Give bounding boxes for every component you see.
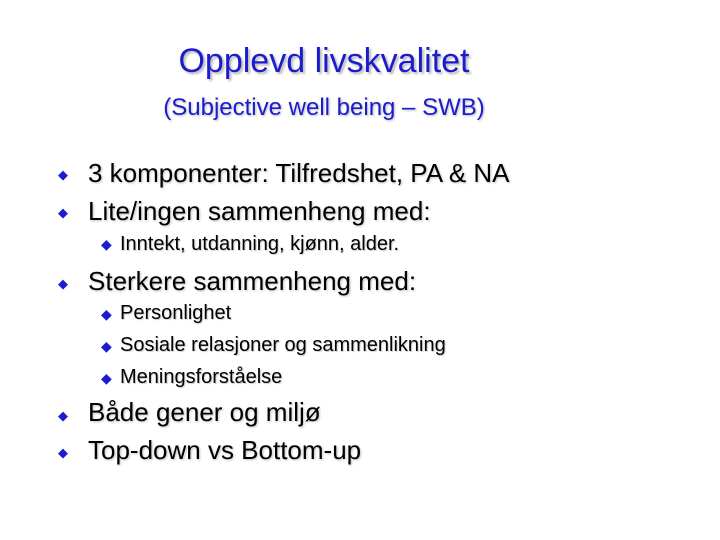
bullet-item: Sterkere sammenheng med: xyxy=(88,266,417,296)
bullet-item: Lite/ingen sammenheng med: xyxy=(88,196,431,226)
bullet-icon: ◆ xyxy=(58,408,68,423)
slide-title: Opplevd livskvalitet xyxy=(178,42,470,80)
bullet-item: Top-down vs Bottom-up xyxy=(88,435,362,465)
sub-bullet-icon: ◆ xyxy=(101,338,112,354)
bullet-icon: ◆ xyxy=(58,205,68,220)
sub-bullet-item: Sosiale relasjoner og sammenlikning xyxy=(120,334,446,356)
sub-bullet-icon: ◆ xyxy=(101,236,112,252)
sub-bullet-item: Personlighet xyxy=(120,302,232,324)
sub-bullet-icon: ◆ xyxy=(101,370,112,386)
slide-subtitle: (Subjective well being – SWB) xyxy=(163,94,485,121)
sub-bullet-icon: ◆ xyxy=(101,306,112,322)
bullet-icon: ◆ xyxy=(58,167,68,182)
sub-bullet-item: Meningsforståelse xyxy=(120,366,283,388)
sub-bullet-item: Inntekt, utdanning, kjønn, alder. xyxy=(120,233,400,255)
bullet-icon: ◆ xyxy=(58,445,68,460)
bullet-item: Både gener og miljø xyxy=(88,397,321,427)
bullet-item: 3 komponenter: Tilfredshet, PA & NA xyxy=(88,158,510,188)
bullet-icon: ◆ xyxy=(58,276,68,291)
